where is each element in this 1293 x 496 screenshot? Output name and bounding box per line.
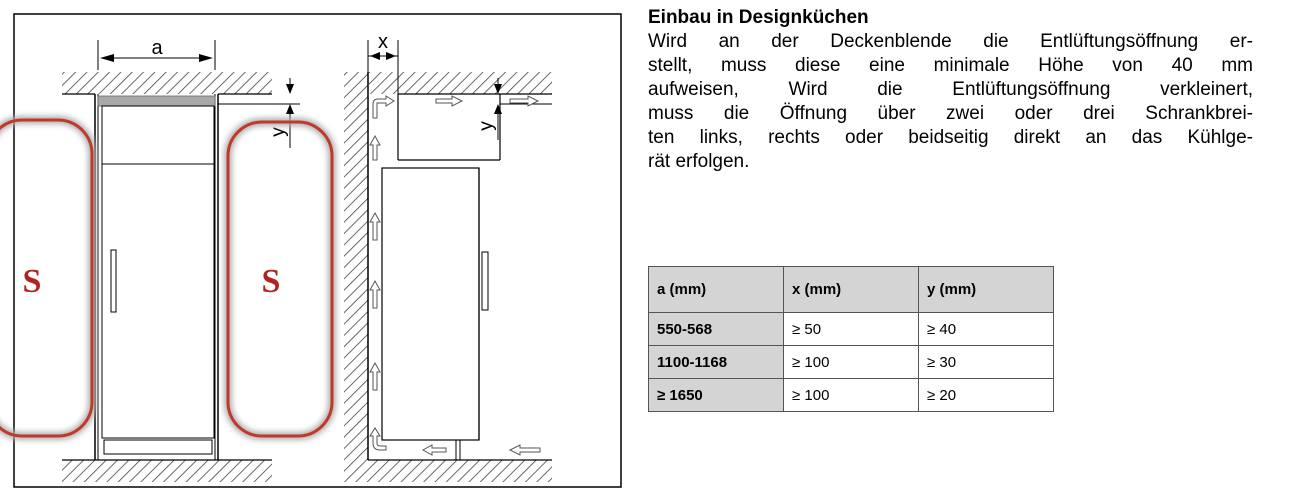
side-label-left: S (22, 263, 42, 300)
dimension-y-label-left: y (268, 127, 289, 137)
side-label-right: S (261, 263, 281, 300)
body-line: rät erfolgen. (648, 151, 750, 172)
table-header: y (mm) (919, 267, 1054, 313)
dimension-x-label: x (378, 31, 388, 53)
table-row (649, 379, 1054, 412)
table-cell: ≥ 100 (784, 379, 919, 412)
table-cell: ≥ 50 (784, 313, 919, 346)
table-cell: ≥ 30 (919, 346, 1054, 379)
table-header: x (mm) (784, 267, 919, 313)
body-line: ten links, rechts oder beidseitig direkt an das Kühlge- (648, 127, 1253, 148)
table-cell: ≥ 40 (919, 313, 1054, 346)
body-line: Wird an der Deckenblende die Entlüftungsöffnung er- (648, 31, 1253, 52)
side-section-view (344, 31, 552, 482)
section-heading: Einbau in Designküchen (648, 7, 869, 28)
text-block (648, 6, 1253, 174)
table-cell: 550-568 (649, 313, 784, 346)
body-line: aufweisen, Wird die Entlüftungsöffnung verkleinert, (648, 79, 1253, 100)
table-cell: 1100-1168 (649, 346, 784, 379)
side-cabinet-right (228, 122, 332, 436)
table-header: a (mm) (649, 267, 784, 313)
table-row (649, 313, 1054, 346)
body-line: muss die Öffnung über zwei oder drei Schrankbrei- (648, 103, 1253, 124)
dimension-y-label-right: y (476, 121, 497, 131)
table-cell: ≥ 100 (784, 346, 919, 379)
dimensions-table (648, 266, 1054, 412)
table-header-row (649, 267, 1054, 313)
front-view (62, 37, 300, 482)
table-cell: ≥ 20 (919, 379, 1054, 412)
table-row (649, 346, 1054, 379)
body-paragraph (648, 30, 1253, 174)
body-line: stellt, muss diese eine minimale Höhe von 40 mm (648, 55, 1253, 76)
table-cell: ≥ 1650 (649, 379, 784, 412)
dimension-a-label: a (151, 37, 163, 59)
